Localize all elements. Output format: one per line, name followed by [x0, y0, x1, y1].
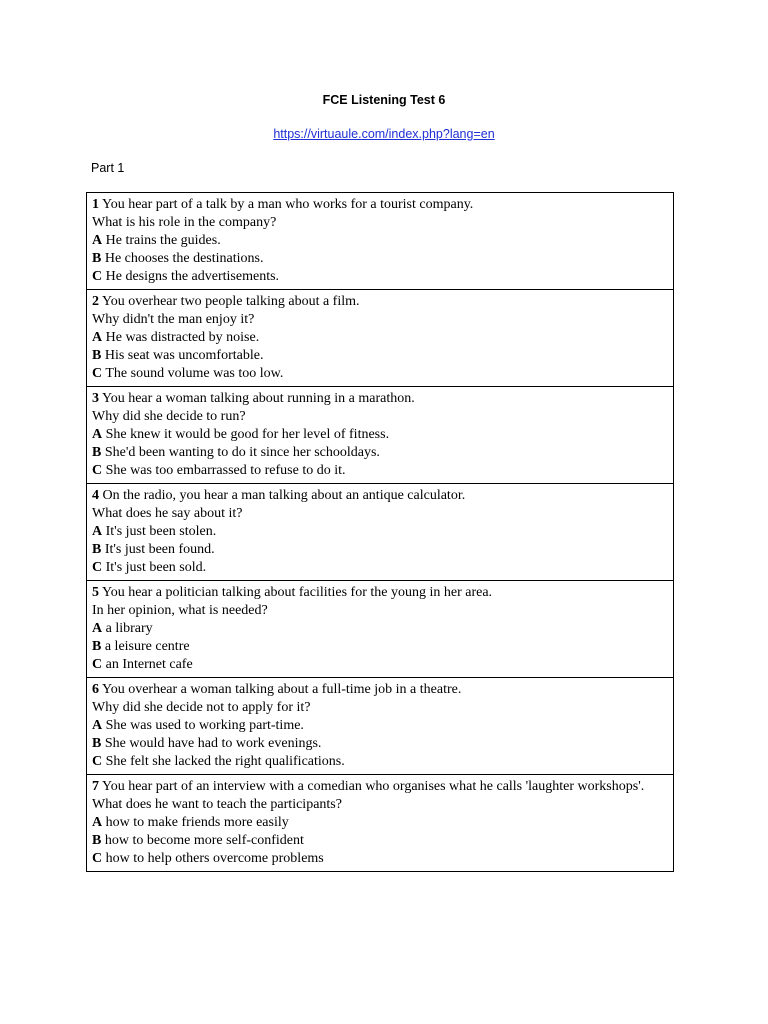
- question-cell: [87, 290, 674, 387]
- question-prompt-line: [92, 293, 668, 311]
- option-text: how to make friends more easily: [105, 815, 289, 830]
- option-letter: C: [92, 851, 103, 866]
- option-text: He was distracted by noise.: [105, 330, 260, 345]
- option-text: She felt she lacked the right qualifications.: [105, 754, 345, 769]
- option-text: an Internet cafe: [105, 657, 193, 672]
- option-text: It's just been stolen.: [105, 524, 217, 539]
- option-text: She'd been wanting to do it since her schooldays.: [104, 445, 380, 460]
- answer-option: [92, 620, 668, 638]
- answer-option: [92, 850, 668, 868]
- document-title: FCE Listening Test 6: [322, 93, 446, 107]
- question-text: What is his role in the company?: [92, 215, 277, 230]
- option-letter: C: [92, 560, 103, 575]
- option-letter: B: [92, 542, 102, 557]
- option-letter: B: [92, 639, 102, 654]
- answer-option: [92, 268, 668, 286]
- option-text: a library: [105, 621, 153, 636]
- answer-option: [92, 250, 668, 268]
- option-text: She was too embarrassed to refuse to do it.: [105, 463, 346, 478]
- option-letter: A: [92, 524, 103, 539]
- option-letter: A: [92, 718, 103, 733]
- question-text: What does he say about it?: [92, 506, 243, 521]
- question-prompt: You overhear two people talking about a film.: [101, 294, 360, 309]
- option-letter: A: [92, 233, 103, 248]
- question-text: Why did she decide to run?: [92, 409, 246, 424]
- question-prompt-line: [92, 390, 668, 408]
- option-letter: B: [92, 833, 102, 848]
- question-cell: [87, 678, 674, 775]
- option-text: It's just been sold.: [105, 560, 207, 575]
- option-text: It's just been found.: [104, 542, 215, 557]
- option-letter: C: [92, 657, 103, 672]
- option-text: how to become more self-confident: [104, 833, 304, 848]
- question-number: 2: [92, 294, 99, 309]
- question-prompt: You overhear a woman talking about a full-time job in a theatre.: [101, 682, 462, 697]
- question-prompt: On the radio, you hear a man talking about an antique calculator.: [102, 488, 466, 503]
- question-row: [87, 775, 674, 872]
- question-row: [87, 387, 674, 484]
- question-cell: [87, 193, 674, 290]
- answer-option: [92, 656, 668, 674]
- option-letter: C: [92, 754, 103, 769]
- answer-option: [92, 638, 668, 656]
- question-prompt-line: [92, 681, 668, 699]
- question-text: In her opinion, what is needed?: [92, 603, 268, 618]
- answer-option: [92, 814, 668, 832]
- option-letter: C: [92, 366, 103, 381]
- option-text: His seat was uncomfortable.: [104, 348, 264, 363]
- answer-option: [92, 365, 668, 383]
- question-row: [87, 678, 674, 775]
- question-prompt-line: [92, 196, 668, 214]
- question-number: 3: [92, 391, 99, 406]
- answer-option: [92, 832, 668, 850]
- question-number: 7: [92, 779, 99, 794]
- question-prompt-line: [92, 778, 668, 796]
- option-letter: B: [92, 445, 102, 460]
- answer-option: [92, 426, 668, 444]
- option-letter: C: [92, 269, 103, 284]
- answer-option: [92, 462, 668, 480]
- question-cell: [87, 387, 674, 484]
- question-row: [87, 581, 674, 678]
- question-text: Why did she decide not to apply for it?: [92, 700, 311, 715]
- answer-option: [92, 444, 668, 462]
- answer-option: [92, 559, 668, 577]
- question-text: What does he want to teach the participants?: [92, 797, 342, 812]
- question-prompt: You hear part of a talk by a man who works for a tourist company.: [101, 197, 474, 212]
- question-cell: [87, 484, 674, 581]
- part-label: Part 1: [91, 161, 125, 175]
- question-prompt: You hear a woman talking about running in a marathon.: [101, 391, 415, 406]
- option-letter: A: [92, 621, 103, 636]
- question-number: 4: [92, 488, 99, 503]
- question-cell: [87, 581, 674, 678]
- question-cell: [87, 775, 674, 872]
- option-letter: B: [92, 251, 102, 266]
- option-text: She knew it would be good for her level of fitness.: [105, 427, 390, 442]
- question-prompt-line: [92, 487, 668, 505]
- option-letter: B: [92, 736, 102, 751]
- option-text: She would have had to work evenings.: [104, 736, 322, 751]
- answer-option: [92, 541, 668, 559]
- answer-option: [92, 232, 668, 250]
- question-number: 1: [92, 197, 99, 212]
- question-prompt-line: [92, 584, 668, 602]
- option-text: He designs the advertisements.: [105, 269, 280, 284]
- questions-table: [86, 192, 674, 872]
- answer-option: [92, 753, 668, 771]
- option-text: The sound volume was too low.: [105, 366, 284, 381]
- answer-option: [92, 329, 668, 347]
- option-text: He chooses the destinations.: [104, 251, 264, 266]
- answer-option: [92, 523, 668, 541]
- option-text: how to help others overcome problems: [105, 851, 324, 866]
- question-number: 5: [92, 585, 99, 600]
- option-letter: B: [92, 348, 102, 363]
- source-link-container: [0, 127, 768, 141]
- option-letter: A: [92, 330, 103, 345]
- option-letter: A: [92, 427, 103, 442]
- question-text: Why didn't the man enjoy it?: [92, 312, 255, 327]
- option-text: a leisure centre: [104, 639, 190, 654]
- option-letter: C: [92, 463, 103, 478]
- answer-option: [92, 347, 668, 365]
- answer-option: [92, 717, 668, 735]
- question-number: 6: [92, 682, 99, 697]
- question-row: [87, 193, 674, 290]
- question-row: [87, 290, 674, 387]
- answer-option: [92, 735, 668, 753]
- question-prompt: You hear a politician talking about facilities for the young in her area.: [101, 585, 493, 600]
- option-text: He trains the guides.: [105, 233, 221, 248]
- option-letter: A: [92, 815, 103, 830]
- question-row: [87, 484, 674, 581]
- question-prompt: You hear part of an interview with a comedian who organises what he calls 'laughter workshops'.: [101, 779, 645, 794]
- option-text: She was used to working part-time.: [105, 718, 304, 733]
- source-link[interactable]: https://virtuaule.com/index.php?lang=en: [273, 127, 495, 141]
